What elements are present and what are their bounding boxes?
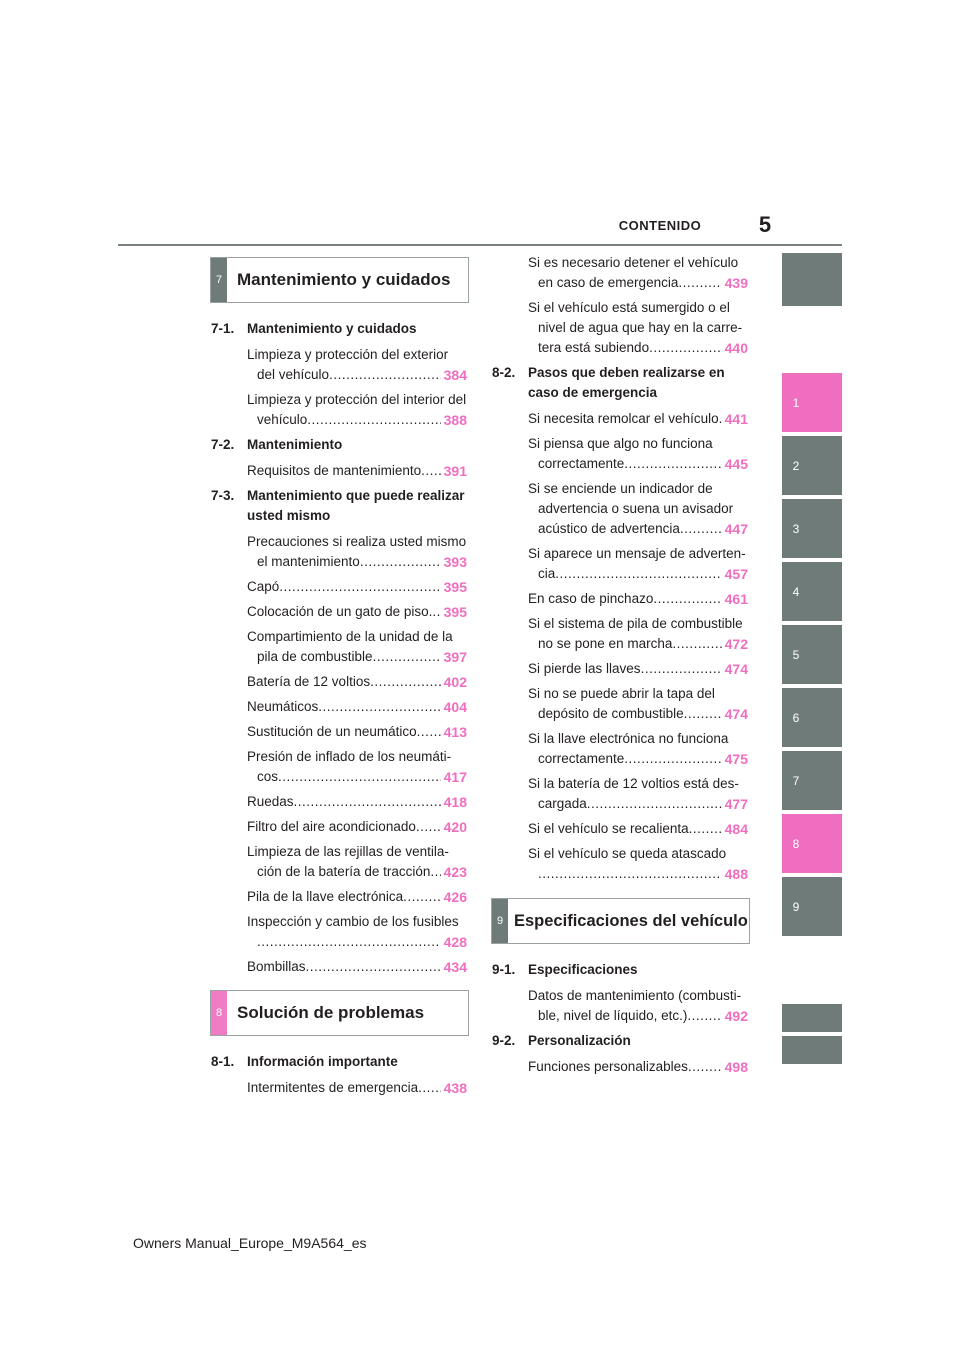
toc-entry[interactable]: Limpieza y protección del exterior del vehículo ..... 384: [211, 345, 467, 385]
toc-entry[interactable]: Batería de 12 voltios ..... 402: [211, 672, 467, 692]
section-number: 7: [211, 258, 227, 302]
section-title: Mantenimiento y cuidados: [237, 270, 451, 289]
toc-entry[interactable]: Si es necesario detener el vehículo en caso de emergencia ..... 439: [492, 253, 748, 293]
toc-entry[interactable]: Si necesita remolcar el vehículo ..... 441: [492, 409, 748, 429]
toc-entry[interactable]: Ruedas ..... 418: [211, 792, 467, 812]
section-header-8: [210, 990, 469, 1036]
toc-entry[interactable]: Si la batería de 12 voltios está des- cargada ..... 477: [492, 774, 748, 814]
toc-entry[interactable]: Presión de inflado de los neumáti- cos ..... 417: [211, 747, 467, 787]
toc-entry[interactable]: Requisitos de mantenimiento ..... 391: [211, 461, 467, 481]
subsection-9-1[interactable]: 9-1. Especificaciones: [492, 962, 638, 977]
chapter-tab-blank-b[interactable]: [782, 1036, 842, 1064]
chapter-tab-6[interactable]: 6: [782, 688, 842, 747]
toc-entry[interactable]: Si pierde las llaves ..... 474: [492, 659, 748, 679]
chapter-tab-7[interactable]: 7: [782, 751, 842, 810]
chapter-tab-1[interactable]: 1: [782, 373, 842, 432]
subsection-7-2[interactable]: 7-2. Mantenimiento: [211, 437, 343, 452]
subsection-7-3[interactable]: 7-3. Mantenimiento que puede realizar usted mismo: [211, 488, 465, 523]
chapter-tab-5[interactable]: 5: [782, 625, 842, 684]
header-rule: [118, 244, 842, 246]
subsection-9-2[interactable]: 9-2. Personalización: [492, 1033, 631, 1048]
toc-entry[interactable]: Inspección y cambio de los fusibles ..... 428: [211, 912, 467, 952]
toc-entry[interactable]: Si el sistema de pila de combustible no se pone en marcha ..... 472: [492, 614, 748, 654]
toc-entry[interactable]: Si aparece un mensaje de adverten- cia ..... 457: [492, 544, 748, 584]
toc-entry[interactable]: Capó ..... 395: [211, 577, 467, 597]
section-title: Solución de problemas: [237, 1003, 425, 1022]
toc-entry[interactable]: Intermitentes de emergencia ..... 438: [211, 1078, 467, 1098]
chapter-tab-3[interactable]: 3: [782, 499, 842, 558]
chapter-tab-2[interactable]: 2: [782, 436, 842, 495]
header-title: CONTENIDO: [618, 218, 702, 233]
toc-entry[interactable]: Bombillas ..... 434: [211, 957, 467, 977]
toc-entry[interactable]: Limpieza de las rejillas de ventila- ción de la batería de tracción ..... 423: [211, 842, 467, 882]
toc-entry[interactable]: Limpieza y protección del interior del vehículo ..... 388: [211, 390, 467, 430]
chapter-tab-blank-top[interactable]: [782, 253, 842, 306]
toc-entry[interactable]: Colocación de un gato de piso. ..... 395: [211, 602, 467, 622]
toc-entry[interactable]: Filtro del aire acondicionado ..... 420: [211, 817, 467, 837]
toc-entry[interactable]: Si el vehículo se queda atascado ..... 488: [492, 844, 748, 884]
toc-entry[interactable]: Si no se puede abrir la tapa del depósito de combustible ..... 474: [492, 684, 748, 724]
footer-text: Owners Manual_Europe_M9A564_es: [133, 1235, 367, 1251]
chapter-tab-4[interactable]: 4: [782, 562, 842, 621]
toc-entry[interactable]: Funciones personalizables ..... 498: [492, 1057, 748, 1077]
subsection-8-2[interactable]: 8-2. Pasos que deben realizarse en caso de emergencia: [492, 365, 725, 400]
toc-entry[interactable]: Si piensa que algo no funciona correctamente ..... 445: [492, 434, 748, 474]
section-header-9: [491, 898, 750, 944]
column-left-bottom: [211, 1052, 467, 1103]
toc-entry[interactable]: Si la llave electrónica no funciona correctamente ..... 475: [492, 729, 748, 769]
column-right-bottom: [492, 960, 748, 1082]
toc-entry[interactable]: Si el vehículo está sumergido o el nivel de agua que hay en la carre- tera está subiendo ..... 440: [492, 298, 748, 358]
toc-entry[interactable]: Neumáticos ..... 404: [211, 697, 467, 717]
toc-entry[interactable]: Datos de mantenimiento (combusti- ble, nivel de líquido, etc.) ..... 492: [492, 986, 748, 1026]
section-title: Especificaciones del vehículo: [514, 911, 748, 930]
toc-entry[interactable]: Precauciones si realiza usted mismo el mantenimiento ..... 393: [211, 532, 467, 572]
subsection-8-1[interactable]: 8-1. Información importante: [211, 1054, 398, 1069]
toc-entry[interactable]: Compartimiento de la unidad de la pila de combustible ..... 397: [211, 627, 467, 667]
column-left: [211, 319, 467, 982]
toc-entry[interactable]: Sustitución de un neumático ..... 413: [211, 722, 467, 742]
chapter-tab-8[interactable]: 8: [782, 814, 842, 873]
chapter-tab-blank-a[interactable]: [782, 1004, 842, 1032]
column-right: [492, 253, 748, 889]
chapter-tab-9[interactable]: 9: [782, 877, 842, 936]
toc-entry[interactable]: Pila de la llave electrónica ..... 426: [211, 887, 467, 907]
section-number: 8: [211, 991, 227, 1035]
section-number: 9: [492, 899, 508, 943]
page-number: 5: [758, 212, 772, 237]
toc-entry[interactable]: Si el vehículo se recalienta ..... 484: [492, 819, 748, 839]
section-header-7: [210, 257, 469, 303]
toc-entry[interactable]: Si se enciende un indicador de advertencia o suena un avisador acústico de advertencia ..... 447: [492, 479, 748, 539]
subsection-7-1[interactable]: 7-1. Mantenimiento y cuidados: [211, 321, 417, 336]
toc-entry[interactable]: En caso de pinchazo ..... 461: [492, 589, 748, 609]
